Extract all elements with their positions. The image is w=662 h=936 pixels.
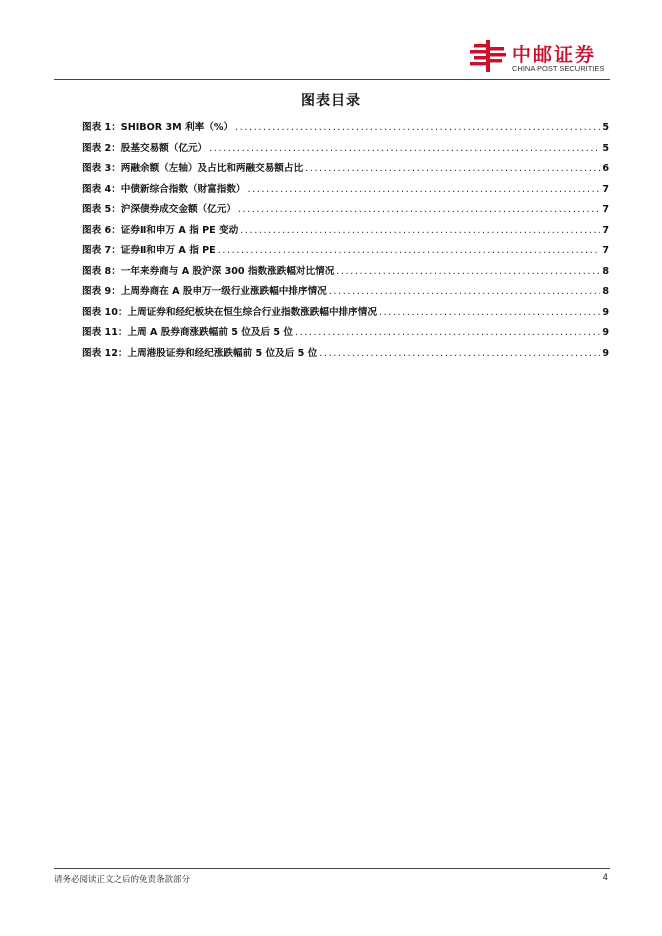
toc-item-label: 图表 8： xyxy=(82,265,121,277)
toc-dot-leader xyxy=(319,348,600,359)
toc-item-12[interactable] xyxy=(82,345,609,366)
toc-item-page: 8 xyxy=(602,286,609,297)
toc-item-text: SHIBOR 3M 利率（%） xyxy=(120,122,234,133)
page-number: 4 xyxy=(602,873,608,883)
logo-chinese-name: 中邮证券 xyxy=(512,44,597,66)
toc-item-text: 证券Ⅱ和申万 A 指 PE xyxy=(120,245,216,256)
header-divider xyxy=(54,79,610,80)
toc-item-label: 图表 12： xyxy=(82,347,128,359)
toc-item-label: 图表 10： xyxy=(82,306,128,318)
toc-dot-leader xyxy=(240,225,600,236)
toc-item-3[interactable] xyxy=(82,160,609,181)
toc-item-label: 图表 5： xyxy=(82,204,121,215)
toc-item-label: 图表 7： xyxy=(82,245,121,256)
toc-item-page: 5 xyxy=(602,142,609,154)
toc-item-label: 图表 3： xyxy=(82,163,121,174)
toc-item-8[interactable] xyxy=(82,263,609,284)
toc-dot-leader xyxy=(235,122,600,133)
toc-dot-leader xyxy=(329,286,601,297)
china-post-logo-icon xyxy=(468,38,508,74)
toc-item-page: 7 xyxy=(602,245,609,256)
toc-dot-leader xyxy=(305,163,600,174)
toc-item-label: 图表 1： xyxy=(82,122,121,133)
toc-item-text: 上周证券和经纪板块在恒生综合行业指数涨跌幅中排序情况 xyxy=(127,306,377,318)
toc-title: 图表目录 xyxy=(301,93,361,109)
footer-disclaimer: 请务必阅读正文之后的免责条款部分 xyxy=(54,875,191,885)
toc-item-11[interactable] xyxy=(82,324,609,345)
toc-item-text: 一年来券商与 A 股沪深 300 指数涨跌幅对比情况 xyxy=(120,265,335,277)
toc-dot-leader xyxy=(209,143,600,154)
toc-item-label: 图表 2： xyxy=(82,142,121,154)
toc-dot-leader xyxy=(336,266,600,277)
toc-item-label: 图表 4： xyxy=(82,183,121,195)
toc-item-label: 图表 11： xyxy=(82,327,128,338)
toc-item-page: 9 xyxy=(602,327,609,338)
toc-item-1[interactable] xyxy=(82,119,609,140)
company-logo xyxy=(468,38,618,78)
toc-dot-leader xyxy=(238,204,600,215)
toc-item-page: 7 xyxy=(602,183,609,195)
toc-item-text: 两融余额（左轴）及占比和两融交易额占比 xyxy=(120,163,304,174)
toc-item-page: 5 xyxy=(602,122,609,133)
toc-item-9[interactable] xyxy=(82,283,609,304)
toc-item-text: 中债新综合指数（财富指数） xyxy=(120,183,246,195)
toc-item-6[interactable] xyxy=(82,222,609,243)
toc-item-7[interactable] xyxy=(82,242,609,263)
toc-dot-leader xyxy=(295,327,600,338)
toc-dot-leader xyxy=(248,184,601,195)
toc-item-4[interactable] xyxy=(82,181,609,202)
table-of-figures xyxy=(82,119,609,365)
toc-item-text: 股基交易额（亿元） xyxy=(120,142,208,154)
toc-item-page: 7 xyxy=(602,224,609,236)
logo-english-name: CHINA POST SECURITIES xyxy=(512,64,605,73)
toc-item-text: 上周港股证券和经纪涨跌幅前 5 位及后 5 位 xyxy=(127,347,318,359)
toc-item-2[interactable] xyxy=(82,140,609,161)
toc-dot-leader xyxy=(218,245,601,256)
toc-item-page: 7 xyxy=(602,204,609,215)
toc-item-page: 8 xyxy=(602,265,609,277)
toc-item-text: 上周券商在 A 股申万一级行业涨跌幅中排序情况 xyxy=(120,286,327,297)
toc-item-page: 9 xyxy=(602,306,609,318)
toc-item-text: 沪深债券成交金额（亿元） xyxy=(120,204,236,215)
toc-item-5[interactable] xyxy=(82,201,609,222)
toc-item-label: 图表 6： xyxy=(82,224,121,236)
toc-item-page: 9 xyxy=(602,347,609,359)
toc-dot-leader xyxy=(379,307,600,318)
toc-item-page: 6 xyxy=(602,163,609,174)
toc-item-text: 证券Ⅱ和申万 A 指 PE 变动 xyxy=(120,224,239,236)
toc-item-10[interactable] xyxy=(82,304,609,325)
footer-divider xyxy=(54,868,610,869)
toc-item-text: 上周 A 股券商涨跌幅前 5 位及后 5 位 xyxy=(127,327,294,338)
toc-item-label: 图表 9： xyxy=(82,286,121,297)
